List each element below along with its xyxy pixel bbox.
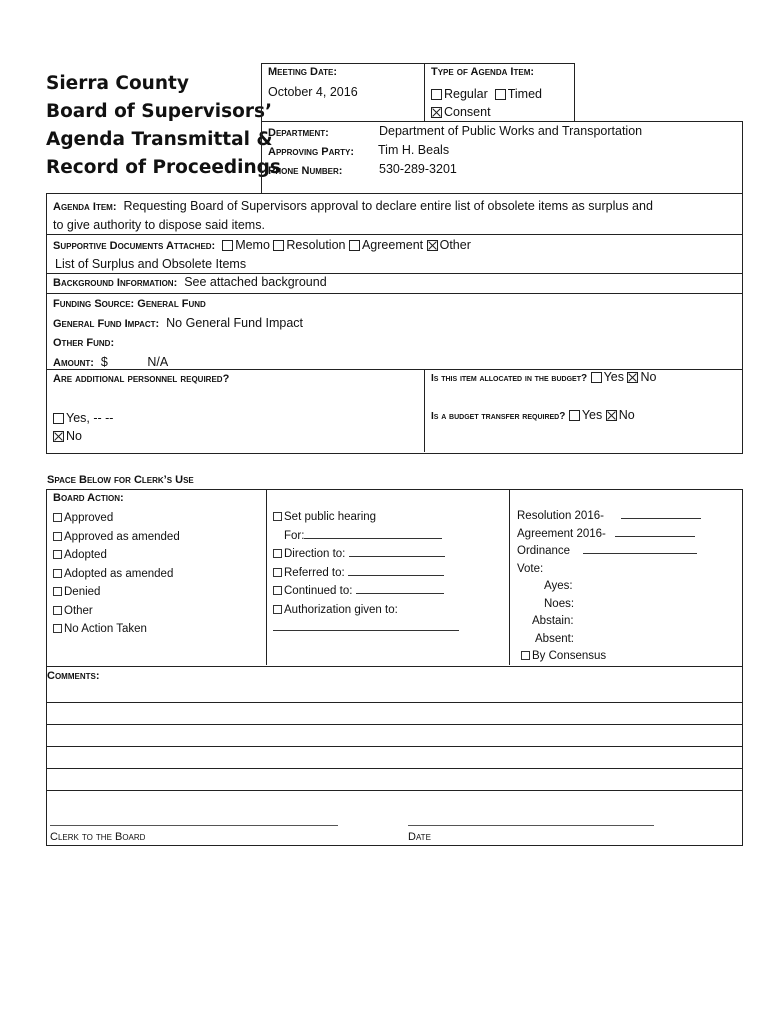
allocated-no-checkbox-checked[interactable] (627, 372, 638, 383)
resolution-blank[interactable] (621, 508, 701, 519)
general-fund-impact-value[interactable]: No General Fund Impact (166, 316, 304, 330)
checkbox-icon (53, 532, 62, 541)
transfer-yes-label: Yes (581, 408, 603, 422)
budget-allocated-row (431, 370, 656, 384)
comment-line[interactable] (46, 768, 743, 769)
action-label: Denied (64, 586, 101, 598)
direction-row[interactable] (273, 545, 463, 564)
comments-box (46, 665, 743, 846)
approving-party-label: Approving Party: (268, 146, 355, 158)
agenda-type-label: Type of Agenda Item: (431, 66, 535, 78)
funding-source-label: Funding Source: General Fund (53, 298, 206, 310)
supportive-docs-description[interactable]: List of Surplus and Obsolete Items (55, 257, 247, 271)
record-column (517, 508, 737, 666)
checkbox-icon (53, 550, 62, 559)
regular-checkbox[interactable] (431, 89, 442, 100)
supportive-docs-label: Supportive Documents Attached: (53, 240, 216, 252)
continued-label: Continued to: (284, 585, 353, 597)
noes-label[interactable]: Noes: (544, 597, 575, 610)
personnel-no-label: No (66, 429, 82, 443)
action-item[interactable] (53, 528, 180, 547)
amount-label: Amount: (53, 357, 94, 369)
comment-line[interactable] (46, 746, 743, 747)
consensus-row[interactable] (517, 648, 737, 666)
set-hearing-label: Set public hearing (284, 511, 377, 523)
allocated-yes-checkbox[interactable] (591, 372, 602, 383)
consent-label: Consent (444, 105, 491, 119)
form-title (46, 70, 281, 182)
memo-label: Memo (235, 238, 270, 252)
direction-label: Direction to: (284, 548, 346, 560)
ordinance-blank[interactable] (583, 543, 697, 554)
authorization-row[interactable] (273, 601, 463, 620)
for-label: For: (284, 529, 305, 542)
checkbox-icon (273, 512, 282, 521)
clerk-signature-label: Clerk to the Board (50, 831, 146, 843)
budget-transfer-label: Is a budget transfer required? (431, 411, 566, 422)
direction-blank[interactable] (349, 546, 445, 557)
action-item[interactable] (53, 509, 180, 528)
ordinance-row[interactable] (517, 543, 737, 561)
checkbox-icon (53, 624, 62, 633)
regular-label: Regular (444, 87, 488, 101)
title-line-3: Agenda Transmittal & (46, 129, 273, 150)
referred-label: Referred to: (284, 566, 345, 579)
other-label: Other (439, 238, 471, 252)
budget-transfer-row (431, 408, 635, 422)
action-item[interactable] (53, 602, 180, 621)
checkbox-icon (273, 586, 282, 595)
agenda-type-options (431, 85, 542, 121)
personnel-no-checkbox-checked[interactable] (53, 431, 64, 442)
action-label: Approved (64, 512, 114, 524)
background-label: Background Information: (53, 277, 178, 289)
absent-label[interactable]: Absent: (535, 632, 574, 645)
checkbox-icon (53, 606, 62, 615)
timed-label: Timed (507, 87, 542, 101)
agreement-number-label: Agreement 2016- (517, 527, 606, 540)
personnel-label: Are additional personnel required? (53, 373, 230, 385)
phone-label: Phone Number: (268, 165, 343, 177)
divider (46, 273, 743, 274)
personnel-options (53, 409, 113, 445)
vote-label: Vote: (517, 562, 544, 575)
hearing-column (273, 508, 463, 638)
title-line-1: Sierra County (46, 73, 189, 94)
board-action-divider-2 (509, 489, 510, 665)
referred-row[interactable] (273, 564, 463, 583)
checkbox-icon (53, 569, 62, 578)
phone-value[interactable]: 530-289-3201 (379, 162, 457, 176)
agenda-item-line-2[interactable]: to give authority to dispose said items. (53, 218, 265, 232)
action-item[interactable] (53, 565, 180, 584)
amount-currency: $ (100, 355, 108, 369)
authorization-label: Authorization given to: (284, 603, 398, 616)
budget-allocated-label: Is this item allocated in the budget? (431, 373, 588, 384)
clerk-use-heading: Space Below for Clerk’s Use (47, 474, 194, 486)
board-action-divider-1 (266, 489, 267, 665)
title-line-4: Record of Proceedings (46, 157, 281, 178)
timed-checkbox[interactable] (495, 89, 506, 100)
department-value[interactable]: Department of Public Works and Transportation (379, 124, 643, 138)
continued-blank[interactable] (356, 583, 444, 594)
consent-checkbox-checked[interactable] (431, 107, 442, 118)
meeting-date-label: Meeting Date: (268, 66, 338, 78)
comment-line[interactable] (46, 790, 743, 791)
for-blank[interactable] (304, 528, 442, 539)
action-item[interactable] (53, 546, 180, 565)
budget-divider (424, 369, 425, 452)
agenda-item-row (53, 197, 737, 234)
agreement-number-row[interactable] (517, 526, 737, 544)
date-signature-line[interactable] (408, 825, 654, 826)
action-label: Other (64, 604, 93, 617)
transfer-no-checkbox-checked[interactable] (606, 410, 617, 421)
background-row (53, 275, 327, 289)
general-fund-impact-label: General Fund Impact: (53, 318, 160, 330)
checkbox-icon (273, 568, 282, 577)
amount-value[interactable]: N/A (147, 355, 169, 369)
background-value[interactable]: See attached background (184, 275, 327, 289)
agreement-checkbox[interactable] (349, 240, 360, 251)
referred-blank[interactable] (348, 565, 444, 576)
resolution-number-label: Resolution 2016- (517, 510, 604, 522)
checkbox-icon (273, 549, 282, 558)
consensus-label: By Consensus (532, 650, 607, 662)
resolution-checkbox[interactable] (273, 240, 284, 251)
approving-party-value[interactable]: Tim H. Beals (378, 143, 450, 157)
supportive-docs-row (53, 236, 471, 273)
resolution-label: Resolution (286, 238, 346, 252)
authorization-blank[interactable] (273, 620, 459, 631)
action-item[interactable] (53, 620, 180, 639)
agenda-item-line-1[interactable]: Requesting Board of Supervisors approval to declare entire list of obsolete items as surplus and (123, 199, 653, 213)
set-hearing-row[interactable] (273, 508, 463, 527)
divider (46, 293, 743, 294)
agreement-blank[interactable] (615, 526, 695, 537)
clerk-signature-line[interactable] (50, 825, 338, 826)
checkbox-icon (273, 605, 282, 614)
board-action-list (53, 509, 180, 639)
meeting-divider (424, 63, 425, 121)
checkbox-icon (53, 513, 62, 522)
allocated-no-label: No (640, 370, 657, 384)
funding-section (53, 295, 303, 373)
action-label: Adopted (64, 549, 107, 561)
for-row[interactable] (273, 527, 463, 546)
comment-line[interactable] (46, 724, 743, 725)
action-label: Approved as amended (64, 530, 180, 543)
comments-label: Comments: (47, 670, 100, 682)
agreement-label: Agreement (361, 238, 424, 252)
action-label: Adopted as amended (64, 567, 174, 580)
meeting-date-value[interactable]: October 4, 2016 (268, 85, 358, 99)
ordinance-label: Ordinance (517, 545, 571, 557)
title-line-2: Board of Supervisors’ (46, 101, 272, 122)
other-checkbox-checked[interactable] (427, 240, 438, 251)
resolution-number-row[interactable] (517, 508, 737, 526)
authorization-blank-row[interactable] (273, 619, 463, 638)
agenda-item-label: Agenda Item: (53, 201, 117, 213)
allocated-yes-label: Yes (603, 370, 624, 384)
personnel-yes-checkbox[interactable] (53, 413, 64, 424)
abstain-label[interactable]: Abstain: (532, 615, 574, 627)
personnel-yes-label: Yes, -- -- (66, 411, 114, 425)
divider (46, 234, 743, 235)
memo-checkbox[interactable] (222, 240, 233, 251)
continued-row[interactable] (273, 582, 463, 601)
transfer-yes-checkbox[interactable] (569, 410, 580, 421)
action-item[interactable] (53, 583, 180, 602)
ayes-label[interactable]: Ayes: (544, 580, 573, 592)
other-fund-label: Other Fund: (53, 337, 115, 349)
date-signature-label: Date (408, 831, 431, 843)
checkbox-icon (53, 587, 62, 596)
checkbox-icon (521, 651, 530, 660)
comment-line[interactable] (46, 702, 743, 703)
action-label: No Action Taken (64, 623, 147, 635)
transfer-no-label: No (618, 408, 635, 422)
department-label: Department: (268, 127, 329, 139)
board-action-label: Board Action: (53, 492, 124, 504)
